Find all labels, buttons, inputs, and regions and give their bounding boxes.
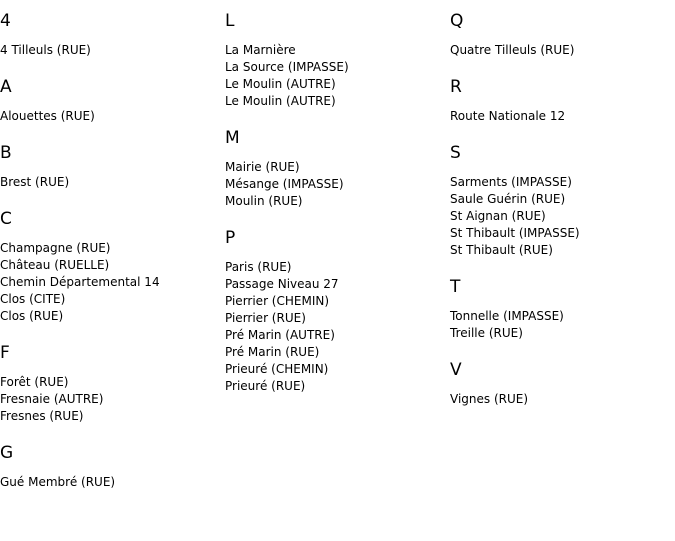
- street-item: Brest (RUE): [0, 175, 70, 189]
- letter-section: [450, 10, 670, 59]
- letter-heading: G: [0, 443, 14, 463]
- letter-heading: R: [450, 77, 462, 97]
- street-list: [0, 240, 220, 325]
- letter-heading: P: [225, 228, 236, 248]
- letter-section: [450, 142, 670, 259]
- street-item: Prieuré (CHEMIN): [225, 362, 329, 376]
- street-list: [0, 474, 220, 491]
- letter-section: [450, 276, 670, 342]
- letter-section: [450, 359, 670, 408]
- street-list: [0, 108, 220, 125]
- letter-section: [225, 227, 445, 395]
- street-item: Clos (CITE): [0, 292, 66, 306]
- letter-heading: S: [450, 143, 461, 163]
- street-item: Château (RUELLE): [0, 258, 110, 272]
- street-item: Gué Membré (RUE): [0, 475, 116, 489]
- letter-heading: B: [0, 143, 12, 163]
- letter-section: [0, 208, 220, 325]
- letter-section: [225, 10, 445, 110]
- street-item: La Source (IMPASSE): [225, 60, 349, 74]
- letter-heading: Q: [450, 11, 464, 31]
- letter-section: [0, 10, 220, 59]
- street-item: Fresnaie (AUTRE): [0, 392, 104, 406]
- street-list: [0, 174, 220, 191]
- street-item: Champagne (RUE): [0, 241, 111, 255]
- street-item: Passage Niveau 27: [225, 277, 339, 291]
- letter-section: [0, 76, 220, 125]
- street-list: [225, 159, 445, 210]
- street-list: [450, 42, 670, 59]
- street-item: St Thibault (RUE): [450, 243, 553, 257]
- street-index-column-3: [450, 10, 670, 425]
- street-item: Clos (RUE): [0, 309, 64, 323]
- street-item: Vignes (RUE): [450, 392, 529, 406]
- street-item: Route Nationale 12: [450, 109, 566, 123]
- letter-section: [225, 127, 445, 210]
- street-list: [0, 42, 220, 59]
- street-item: Le Moulin (AUTRE): [225, 94, 336, 108]
- street-item: Paris (RUE): [225, 260, 292, 274]
- street-item: Mésange (IMPASSE): [225, 177, 344, 191]
- letter-heading: C: [0, 209, 12, 229]
- letter-heading: V: [450, 360, 462, 380]
- street-item: Tonnelle (IMPASSE): [450, 309, 564, 323]
- street-item: Alouettes (RUE): [0, 109, 95, 123]
- street-item: Forêt (RUE): [0, 375, 69, 389]
- street-list: [450, 108, 670, 125]
- street-item: Moulin (RUE): [225, 194, 303, 208]
- street-item: Chemin Départemental 14: [0, 275, 160, 289]
- letter-heading: 4: [0, 11, 11, 31]
- street-item: Quatre Tilleuls (RUE): [450, 43, 575, 57]
- street-item: St Thibault (IMPASSE): [450, 226, 580, 240]
- letter-section: [450, 76, 670, 125]
- street-item: Le Moulin (AUTRE): [225, 77, 336, 91]
- letter-section: [0, 142, 220, 191]
- street-list: [225, 259, 445, 395]
- letter-heading: A: [0, 77, 12, 97]
- street-index-column-1: [0, 10, 220, 508]
- street-item: St Aignan (RUE): [450, 209, 546, 223]
- letter-heading: T: [450, 277, 461, 297]
- letter-section: [0, 342, 220, 425]
- street-item: Saule Guérin (RUE): [450, 192, 566, 206]
- street-item: La Marnière: [225, 43, 296, 57]
- street-item: Pré Marin (RUE): [225, 345, 320, 359]
- letter-heading: L: [225, 11, 235, 31]
- street-item: Treille (RUE): [450, 326, 523, 340]
- street-item: Prieuré (RUE): [225, 379, 306, 393]
- letter-section: [0, 442, 220, 491]
- street-item: 4 Tilleuls (RUE): [0, 43, 91, 57]
- street-index-column-2: [225, 10, 445, 412]
- street-list: [450, 174, 670, 259]
- street-list: [450, 308, 670, 342]
- street-item: Pierrier (CHEMIN): [225, 294, 330, 308]
- letter-heading: F: [0, 343, 10, 363]
- street-item: Sarments (IMPASSE): [450, 175, 572, 189]
- street-list: [450, 391, 670, 408]
- letter-heading: M: [225, 128, 240, 148]
- street-item: Mairie (RUE): [225, 160, 300, 174]
- street-list: [225, 42, 445, 110]
- street-list: [0, 374, 220, 425]
- street-item: Pierrier (RUE): [225, 311, 306, 325]
- street-item: Fresnes (RUE): [0, 409, 84, 423]
- street-item: Pré Marin (AUTRE): [225, 328, 335, 342]
